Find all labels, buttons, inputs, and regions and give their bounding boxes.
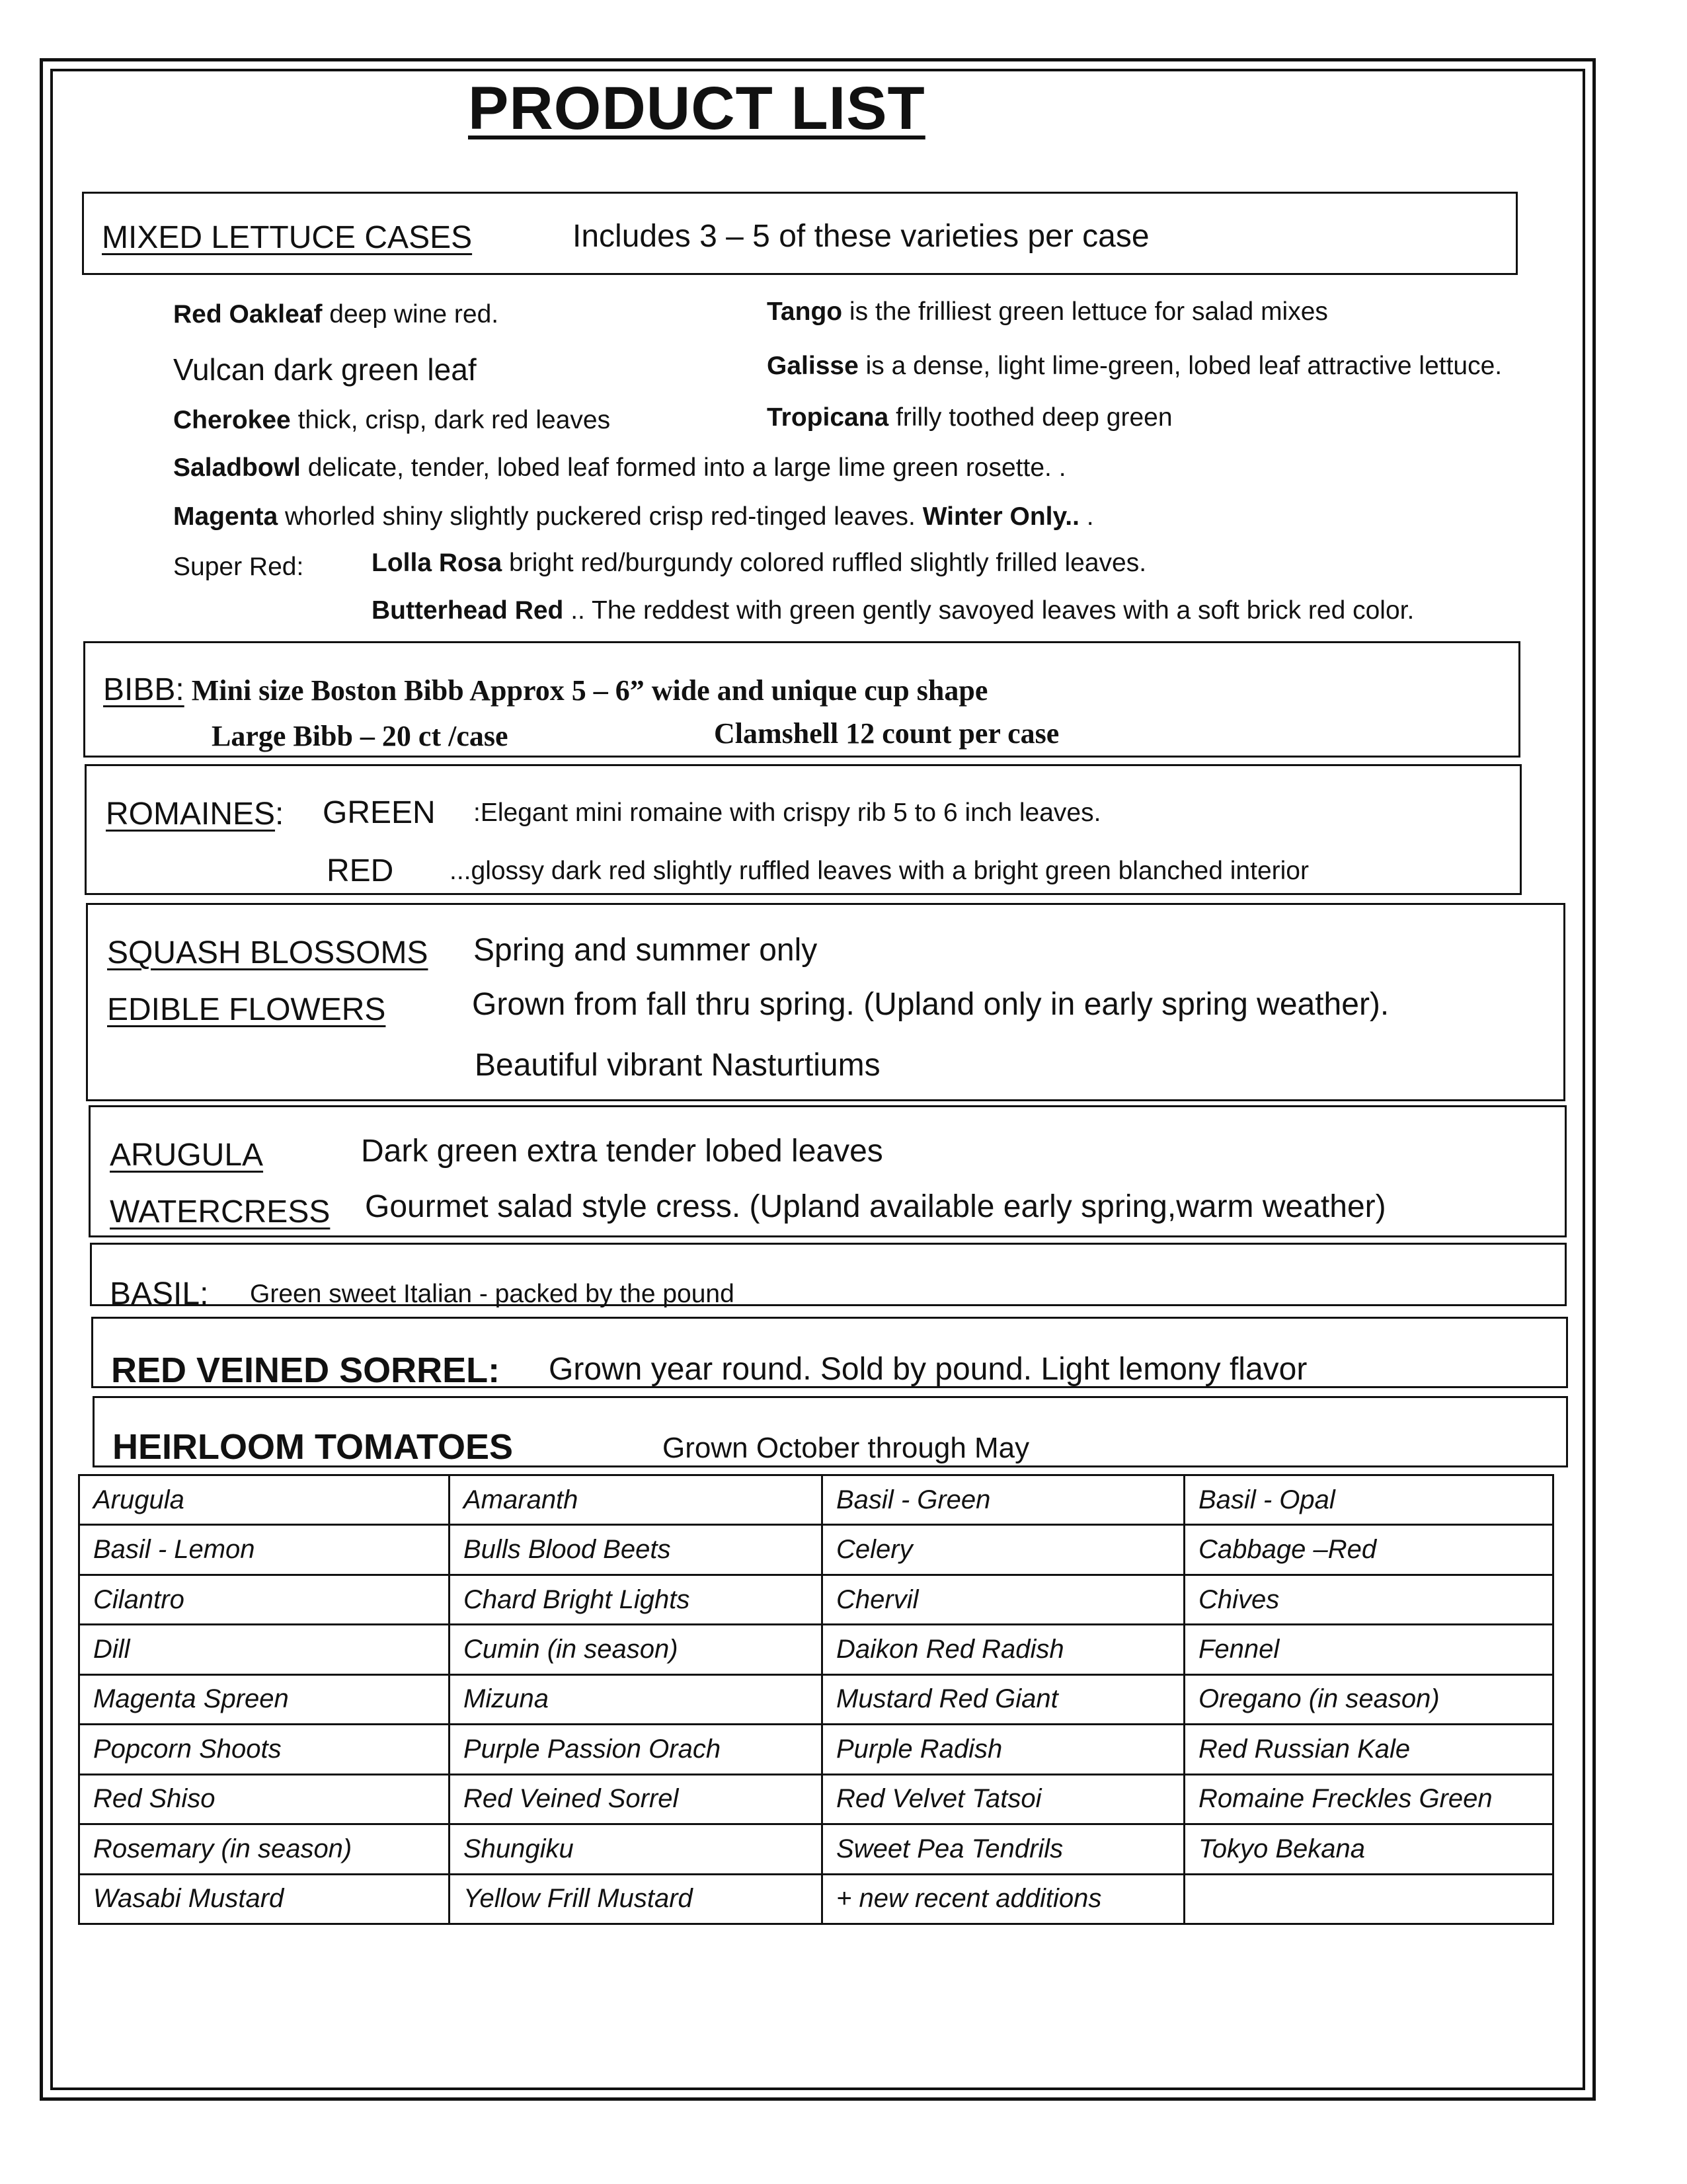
edible-flowers-nasturtiums: Beautiful vibrant Nasturtiums xyxy=(475,1048,881,1083)
grid-cell: Cilantro xyxy=(79,1575,450,1624)
grid-cell: Tokyo Bekana xyxy=(1185,1824,1553,1874)
grid-cell: Sweet Pea Tendrils xyxy=(822,1824,1185,1874)
grid-row xyxy=(79,1475,1553,1525)
bibb-clamshell: Clamshell 12 count per case xyxy=(714,717,1060,750)
romaine-green-label: GREEN xyxy=(323,795,436,830)
grid-row xyxy=(79,1625,1553,1674)
page-title: PRODUCT LIST xyxy=(468,75,925,142)
grid-cell: Purple Passion Orach xyxy=(450,1725,822,1774)
grid-cell: Dill xyxy=(79,1625,450,1674)
grid-cell: Fennel xyxy=(1185,1625,1553,1674)
grid-cell: Red Velvet Tatsoi xyxy=(822,1774,1185,1824)
grid-row xyxy=(79,1674,1553,1724)
grid-row xyxy=(79,1824,1553,1874)
squash-blossoms-desc: Spring and summer only xyxy=(473,933,818,968)
grid-cell: Romaine Freckles Green xyxy=(1185,1774,1553,1824)
grid-cell: Amaranth xyxy=(450,1475,822,1525)
grid-cell: Mustard Red Giant xyxy=(822,1674,1185,1724)
variety-red-oakleaf: Red Oakleaf deep wine red. xyxy=(173,300,499,329)
tomatoes-heading: HEIRLOOM TOMATOES xyxy=(112,1427,514,1467)
grid-cell: Arugula xyxy=(79,1475,450,1525)
variety-saladbowl: Saladbowl delicate, tender, lobed leaf formed into a large lime green rosette. . xyxy=(173,453,1066,482)
bibb-large: Large Bibb – 20 ct /case xyxy=(212,720,508,752)
grid-cell: Chives xyxy=(1185,1575,1553,1624)
grid-cell: Basil - Lemon xyxy=(79,1525,450,1575)
grid-cell: Popcorn Shoots xyxy=(79,1725,450,1774)
grid-row xyxy=(79,1774,1553,1824)
grid-row xyxy=(79,1874,1553,1924)
watercress-desc: Gourmet salad style cress. (Upland available early spring,warm weather) xyxy=(365,1189,1386,1224)
arugula-desc: Dark green extra tender lobed leaves xyxy=(361,1134,883,1169)
grid-row xyxy=(79,1525,1553,1575)
grid-cell: Red Veined Sorrel xyxy=(450,1774,822,1824)
grid-cell: Bulls Blood Beets xyxy=(450,1525,822,1575)
grid-cell: Shungiku xyxy=(450,1824,822,1874)
tomatoes-desc: Grown October through May xyxy=(662,1432,1030,1464)
variety-vulcan: Vulcan dark green leaf xyxy=(173,352,477,387)
mixed-lettuce-subtitle: Includes 3 – 5 of these varieties per case xyxy=(572,219,1150,254)
edible-flowers-desc: Grown from fall thru spring. (Upland only in early spring weather). xyxy=(472,987,1390,1022)
grid-cell: Rosemary (in season) xyxy=(79,1824,450,1874)
variety-cherokee: Cherokee thick, crisp, dark red leaves xyxy=(173,406,611,434)
variety-magenta: Magenta whorled shiny slightly puckered crisp red-tinged leaves. Winter Only.. . xyxy=(173,502,1094,531)
arugula-heading: ARUGULA xyxy=(110,1138,264,1173)
variety-tropicana: Tropicana frilly toothed deep green xyxy=(767,403,1173,432)
grid-cell: Magenta Spreen xyxy=(79,1674,450,1724)
herbs-grid xyxy=(78,1474,1554,1925)
romaine-red-desc: ...glossy dark red slightly ruffled leaves with a bright green blanched interior xyxy=(450,857,1309,885)
variety-galisse: Galisse is a dense, light lime-green, lobed leaf attractive lettuce. xyxy=(767,352,1503,380)
grid-cell: Cumin (in season) xyxy=(450,1625,822,1674)
variety-butterhead-red: Butterhead Red .. The reddest with green gently savoyed leaves with a soft brick red color. xyxy=(372,596,1415,625)
grid-cell xyxy=(1185,1874,1553,1924)
basil-heading-wrap: BASIL: xyxy=(110,1276,209,1311)
romaine-red-label: RED xyxy=(327,853,394,888)
grid-cell: Red Shiso xyxy=(79,1774,450,1824)
winter-only-note: Winter Only.. xyxy=(922,502,1079,531)
sorrel-heading: RED VEINED SORREL: xyxy=(111,1350,500,1390)
grid-cell: Mizuna xyxy=(450,1674,822,1724)
grid-cell: Cabbage –Red xyxy=(1185,1525,1553,1575)
romaines-heading-wrap: ROMAINES: xyxy=(106,797,284,832)
watercress-heading: WATERCRESS xyxy=(110,1194,331,1229)
grid-cell: Red Russian Kale xyxy=(1185,1725,1553,1774)
grid-cell: Chard Bright Lights xyxy=(450,1575,822,1624)
bibb-heading: BIBB: xyxy=(103,672,184,707)
grid-cell: + new recent additions xyxy=(822,1874,1185,1924)
basil-heading: BASIL xyxy=(110,1276,200,1311)
romaine-green-desc: :Elegant mini romaine with crispy rib 5 to 6 inch leaves. xyxy=(473,799,1101,827)
grid-cell: Basil - Opal xyxy=(1185,1475,1553,1525)
edible-flowers-heading: EDIBLE FLOWERS xyxy=(107,992,386,1027)
grid-cell: Purple Radish xyxy=(822,1725,1185,1774)
squash-blossoms-heading: SQUASH BLOSSOMS xyxy=(107,935,428,970)
romaines-heading: ROMAINES xyxy=(106,797,276,832)
bibb-line1: BIBB: Mini size Boston Bibb Approx 5 – 6” wide and unique cup shape xyxy=(103,672,988,707)
variety-super-red-label: Super Red: xyxy=(173,553,304,581)
grid-cell: Oregano (in season) xyxy=(1185,1674,1553,1724)
variety-lolla-rosa: Lolla Rosa bright red/burgundy colored ruffled slightly frilled leaves. xyxy=(372,549,1147,577)
basil-desc: Green sweet Italian - packed by the pound xyxy=(250,1280,734,1308)
grid-cell: Daikon Red Radish xyxy=(822,1625,1185,1674)
variety-tango: Tango is the frilliest green lettuce for salad mixes xyxy=(767,297,1328,326)
grid-cell: Chervil xyxy=(822,1575,1185,1624)
grid-row xyxy=(79,1575,1553,1624)
grid-cell: Celery xyxy=(822,1525,1185,1575)
grid-row xyxy=(79,1725,1553,1774)
grid-cell: Wasabi Mustard xyxy=(79,1874,450,1924)
grid-cell: Basil - Green xyxy=(822,1475,1185,1525)
grid-cell: Yellow Frill Mustard xyxy=(450,1874,822,1924)
mixed-lettuce-heading: MIXED LETTUCE CASES xyxy=(102,220,473,255)
sorrel-desc: Grown year round. Sold by pound. Light lemony flavor xyxy=(549,1352,1308,1387)
